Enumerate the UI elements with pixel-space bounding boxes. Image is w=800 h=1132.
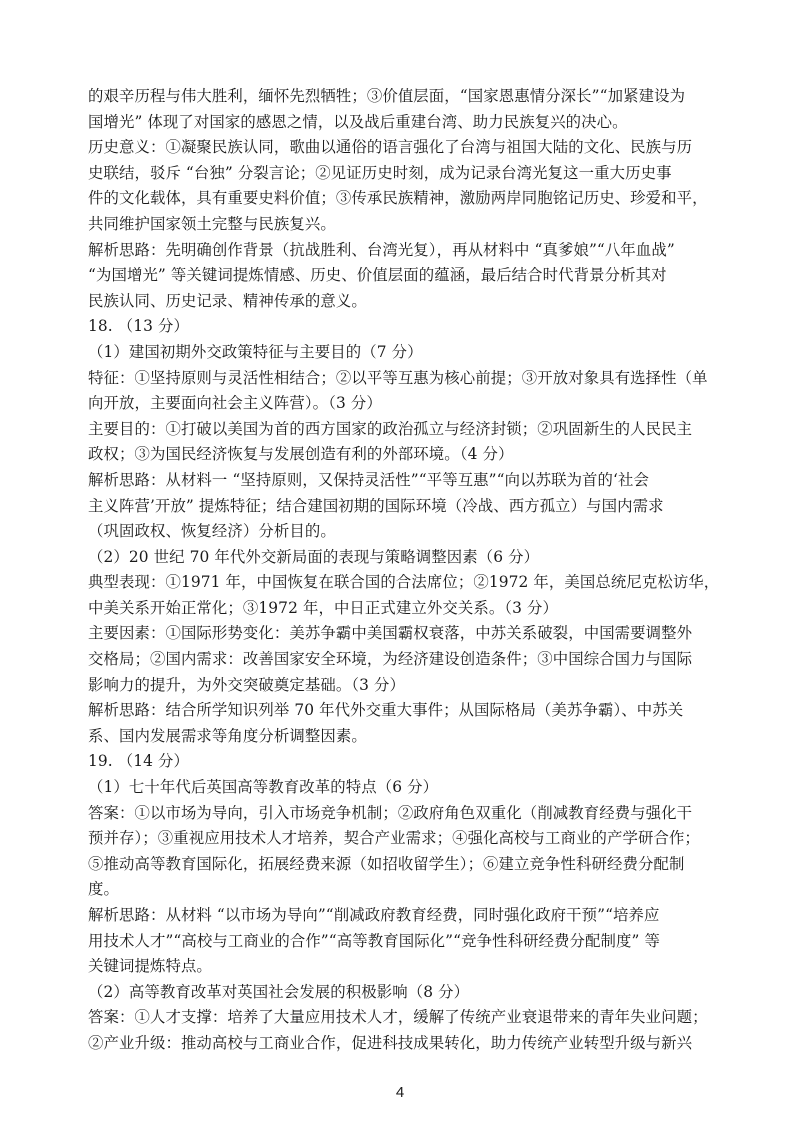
text-line: 史联结，驳斥 “台独” 分裂言论；②见证历史时刻，成为记录台湾光复这一重大历史事 (88, 163, 672, 182)
text-line: 历史意义：①凝聚民族认同，歌曲以通俗的语言强化了台湾与祖国大陆的文化、民族与历 (88, 138, 693, 157)
text-line: （巩固政权、恢复经济）分析目的。 (88, 522, 336, 541)
text-line: 影响力的提升，为外交突破奠定基础。（3 分） (88, 675, 405, 694)
page-number: 4 (395, 1084, 405, 1101)
text-line: 主要因素：①国际形势变化：美苏争霸中美国霸权衰落，中苏关系破裂，中国需要调整外 (88, 624, 693, 643)
text-line: 解析思路：先明确创作背景（抗战胜利、台湾光复），再从材料中 “真爹娘”“八年血战” (88, 240, 675, 259)
text-line: 向开放，主要面向社会主义阵营）。（3 分） (88, 394, 382, 413)
text-line: 主义阵营’开放” 提炼特征；结合建国初期的国际环境（冷战、西方孤立）与国内需求 (88, 496, 664, 515)
text-line: 度。 (88, 880, 119, 899)
text-line: 解析思路：从材料 “以市场为导向”“削减政府教育经费，同时强化政府干预”“培养应 (88, 906, 660, 924)
text-line: 预并存）；③重视应用技术人才培养，契合产业需求；④强化高校与工商业的产学研合作； (88, 829, 700, 848)
text-line: 典型表现：①1971 年，中国恢复在联合国的合法席位；②1972 年，美国总统尼克松访华， (88, 573, 720, 592)
text-line: 18. （13 分） (88, 317, 190, 336)
text-line: 主要目的：①打破以美国为首的西方国家的政治孤立与经济封锁；②巩固新生的人民民主 (88, 419, 693, 438)
text-line: 系、国内发展需求等角度分析调整因素。 (88, 726, 367, 745)
text-line: 用技术人才”“高校与工商业的合作”“高等教育国际化”“竞争性科研经费分配制度” 等 (88, 931, 660, 950)
text-line: 政权；③为国民经济恢复与发展创造有利的外部环境。（4 分） (88, 445, 514, 464)
text-line: 解析思路：结合所学知识列举 70 年代外交重大事件；从国际格局（美苏争霸）、中苏关 (88, 701, 684, 720)
text-line: 民族认同、历史记录、精神传承的意义。 (88, 291, 367, 310)
text-line: 的艰辛历程与伟大胜利，缅怀先烈牺牲；③价值层面，“国家恩惠情分深长”“加紧建设为 (88, 87, 686, 105)
text-line: 中美关系开始正常化；③1972 年，中日正式建立外交关系。（3 分） (88, 598, 558, 617)
text-line: 件的文化载体，具有重要史料价值；③传承民族精神，激励两岸同胞铭记历史、珍爱和平， (88, 189, 708, 208)
text-line: （1）建国初期外交政策特征与主要目的（7 分） (88, 342, 423, 361)
text-line: 解析思路：从材料一 “坚持原则，又保持灵活性”“平等互惠”“向以苏联为首的‘社会 (88, 470, 650, 489)
text-line: （1）七十年代后英国高等教育改革的特点（6 分） (88, 778, 439, 797)
text-line: ⑤推动高等教育国际化，拓展经费来源（如招收留学生）；⑥建立竞争性科研经费分配制 (88, 854, 685, 873)
text-line: 答案：①以市场为导向，引入市场竞争机制；②政府角色双重化（削减教育经费与强化干 (88, 803, 693, 822)
text-line: （2）高等教育改革对英国社会发展的积极影响（8 分） (88, 982, 470, 1001)
text-line: 19. （14 分） (88, 752, 190, 771)
text-line: 特征：①坚持原则与灵活性相结合；②以平等互惠为核心前提；③开放对象具有选择性（单 (88, 368, 708, 387)
text-line: ②产业升级：推动高校与工商业合作，促进科技成果转化，助力传统产业转型升级与新兴 (88, 1033, 693, 1052)
text-line: 国增光” 体现了对国家的感恩之情，以及战后重建台湾、助力民族复兴的决心。 (88, 112, 628, 131)
text-line: 答案：①人才支撑：培养了大量应用技术人才，缓解了传统产业衰退带来的青年失业问题； (88, 1008, 708, 1027)
document-body (88, 84, 722, 1057)
text-line: 共同维护国家领土完整与民族复兴。 (88, 214, 336, 233)
text-line: 关键词提炼特点。 (88, 957, 212, 976)
text-line: （2）20 世纪 70 年代外交新局面的表现与策略调整因素（6 分） (88, 547, 540, 566)
text-line: “为国增光” 等关键词提炼情感、历史、价值层面的蕴涵，最后结合时代背景分析其对 (88, 266, 667, 285)
text-line: 交格局；②国内需求：改善国家安全环境，为经济建设创造条件；③中国综合国力与国际 (88, 650, 693, 669)
